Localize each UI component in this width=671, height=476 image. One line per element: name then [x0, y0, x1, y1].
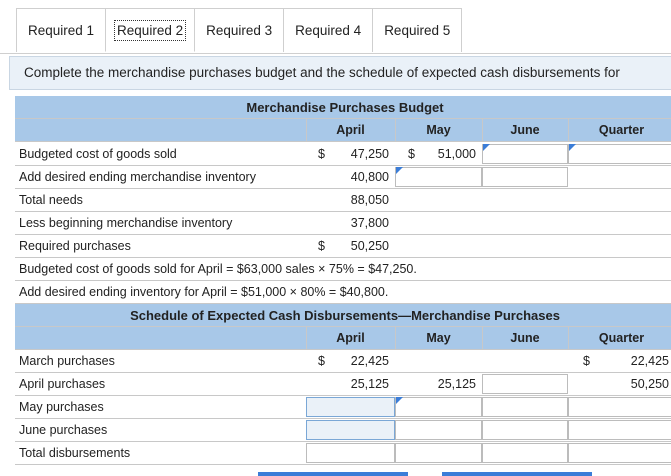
schedule-total-may-input[interactable]	[395, 443, 482, 463]
schedule-row-april	[15, 373, 671, 396]
row-label: March purchases	[19, 354, 115, 368]
budget-title-row	[15, 96, 671, 119]
schedule-may-june-input[interactable]	[482, 397, 568, 417]
tab-required-1[interactable]: Required 1	[16, 8, 106, 52]
budget-ending-inv-april: 40,800	[350, 170, 389, 184]
row-label: June purchases	[19, 423, 108, 437]
budget-col-may: May	[426, 123, 451, 137]
budget-col-april: April	[336, 123, 365, 137]
row-label: April purchases	[19, 377, 106, 391]
budget-ending-inv-may-input[interactable]	[395, 167, 482, 187]
tab-required-4[interactable]: Required 4	[283, 8, 373, 52]
budget-note: Budgeted cost of goods sold for April = $63,000 sales × 75% = $47,250.	[19, 262, 417, 276]
row-label: Add desired ending merchandise inventory	[19, 170, 256, 184]
budget-required-purchases-april: 50,250	[350, 239, 389, 253]
tab-required-2[interactable]: Required 2	[105, 8, 195, 52]
schedule-april-june-input[interactable]	[482, 374, 568, 394]
budget-row-required-purchases	[15, 235, 671, 258]
row-label: May purchases	[19, 400, 104, 414]
schedule-total-june-input[interactable]	[482, 443, 568, 463]
row-label: Required purchases	[19, 239, 131, 253]
schedule-row-may	[15, 396, 671, 419]
currency-symbol: $	[583, 354, 590, 368]
schedule-may-quarter-input[interactable]	[568, 397, 671, 417]
budget-title: Merchandise Purchases Budget	[246, 100, 444, 115]
schedule-total-april-input[interactable]	[306, 443, 395, 463]
schedule-col-quarter: Quarter	[598, 331, 645, 345]
budget-ending-inv-june-input[interactable]	[482, 167, 568, 187]
schedule-june-june-input[interactable]	[482, 420, 568, 440]
budget-note: Add desired ending inventory for April = $51,000 × 80% = $40,800.	[19, 285, 389, 299]
schedule-april-quarter: 50,250	[630, 377, 669, 391]
row-label: Less beginning merchandise inventory	[19, 216, 233, 230]
budget-cogs-april: 47,250	[350, 147, 389, 161]
next-button-edge[interactable]	[442, 472, 592, 476]
schedule-title: Schedule of Expected Cash Disbursements—Merchandise Purchases	[130, 308, 560, 323]
budget-row-total-needs	[15, 189, 671, 212]
tab-required-5[interactable]: Required 5	[372, 8, 462, 52]
budget-header-row	[15, 119, 671, 142]
schedule-march-quarter: 22,425	[630, 354, 669, 368]
budget-total-needs-april: 88,050	[350, 193, 389, 207]
schedule-col-may: May	[426, 331, 451, 345]
row-label: Total disbursements	[19, 446, 131, 460]
budget-col-quarter: Quarter	[598, 123, 645, 137]
instruction-banner: Complete the merchandise purchases budget and the schedule of expected cash disbursements for	[9, 56, 671, 90]
schedule-june-may-input[interactable]	[395, 420, 482, 440]
budget-note-row-1	[15, 258, 671, 281]
schedule-title-row	[15, 304, 671, 327]
schedule-april-may: 25,125	[437, 377, 476, 391]
schedule-col-april: April	[336, 331, 365, 345]
budget-beginning-inv-april: 37,800	[350, 216, 389, 230]
schedule-row-march	[15, 350, 671, 373]
budget-cogs-june-input[interactable]	[482, 144, 568, 164]
prev-button-edge[interactable]	[258, 472, 408, 476]
currency-symbol: $	[318, 147, 325, 161]
schedule-row-june	[15, 419, 671, 442]
schedule-june-quarter-input[interactable]	[568, 420, 671, 440]
schedule-may-april-input[interactable]	[306, 397, 395, 417]
budget-row-beginning-inventory	[15, 212, 671, 235]
tab-required-3[interactable]: Required 3	[194, 8, 284, 52]
schedule-april-april: 25,125	[350, 377, 389, 391]
budget-note-row-2	[15, 281, 671, 304]
budget-row-ending-inventory	[15, 166, 671, 189]
row-label: Budgeted cost of goods sold	[19, 147, 177, 161]
budget-row-cogs	[15, 143, 671, 166]
budget-col-june: June	[510, 123, 540, 137]
schedule-may-may-input[interactable]	[395, 397, 482, 417]
schedule-total-quarter-input[interactable]	[568, 443, 671, 463]
budget-cogs-quarter-input[interactable]	[568, 144, 671, 164]
schedule-col-june: June	[510, 331, 540, 345]
currency-symbol: $	[408, 147, 415, 161]
currency-symbol: $	[318, 354, 325, 368]
schedule-march-april: 22,425	[350, 354, 389, 368]
currency-symbol: $	[318, 239, 325, 253]
budget-cogs-may: 51,000	[437, 147, 476, 161]
schedule-june-april-input[interactable]	[306, 420, 395, 440]
tab-bar	[16, 8, 461, 54]
row-label: Total needs	[19, 193, 83, 207]
schedule-row-total	[15, 442, 671, 465]
schedule-header-row	[15, 327, 671, 350]
